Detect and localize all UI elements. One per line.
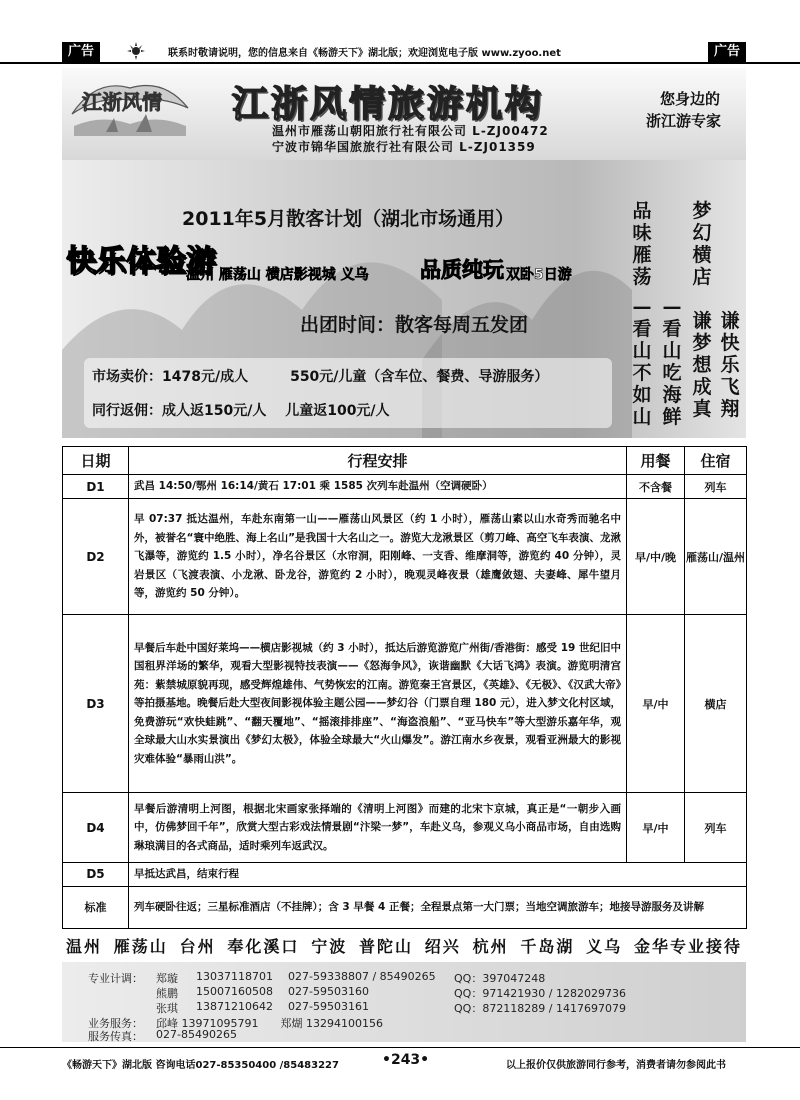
consultant-qq: QQ：971421930 / 1282029736	[454, 987, 626, 1000]
departure-time: 出团时间：散客每周五发团	[300, 314, 529, 336]
agency-name: 江浙风情旅游机构	[232, 84, 545, 125]
plan-cell: 武昌 14:50/鄂州 16:14/黄石 17:01 乘 1585 次列车赴温州（空调硬卧）	[129, 475, 627, 499]
city-item: 普陀山	[358, 936, 413, 956]
route-text: 温州 雁荡山 横店影视城 义乌	[186, 267, 369, 283]
consultant-name: 郑璇	[156, 972, 178, 985]
consultant-mobile: 13037118701	[196, 970, 273, 983]
stay-cell: 雁荡山/温州	[685, 499, 747, 615]
consultant-phone: 027-59338807 / 85490265	[288, 970, 436, 983]
city-item: 绍兴	[424, 936, 461, 956]
fax-number: 027-85490265	[156, 1028, 237, 1041]
plan-title: 2011年5月散客计划（湖北市场通用）	[182, 208, 515, 230]
table-header-row	[63, 447, 747, 475]
table-row	[63, 475, 747, 499]
cities-strip	[62, 930, 746, 960]
consult-label: 专业计调：	[88, 972, 143, 985]
consultant-name: 熊鹏	[156, 987, 178, 1000]
consultant-mobile: 15007160508	[196, 985, 273, 998]
verse-column: 谦快乐飞翔	[720, 310, 740, 420]
meals-cell: 不含餐	[627, 475, 685, 499]
table-row	[63, 615, 747, 793]
ad-notice: 联系时敬请说明，您的信息来自《畅游天下》湖北版；欢迎浏览电子版 www.zyoo.net	[168, 48, 561, 59]
city-item: 义乌	[586, 936, 623, 956]
city-item: 台州	[179, 936, 216, 956]
verse-column: 梦幻横店	[692, 200, 712, 288]
table-row	[63, 863, 747, 887]
meals-cell: 早/中/晚	[627, 499, 685, 615]
company-line: 宁波市锦华国旅旅行社有限公司 L-ZJ01359	[272, 140, 536, 154]
footer-left: 《畅游天下》湖北版 咨询电话027-85350400 /85483227	[62, 1060, 339, 1071]
day-cell: D2	[63, 499, 129, 615]
plan-cell: 列车硬卧往返；三星标准酒店（不挂牌）；含 3 早餐 4 正餐；全程景点第一大门票；当地空调旅游车；地接导游服务及讲解	[129, 886, 747, 928]
days-text: 双卧5日游	[506, 267, 572, 283]
table-row	[63, 499, 747, 615]
stay-cell: 列车	[685, 475, 747, 499]
table-row	[63, 793, 747, 863]
market-price: 市场卖价：1478元/成人 550元/儿童（含车位、餐费、导游服务）	[92, 369, 549, 385]
day-cell: D4	[63, 793, 129, 863]
header-stay: 住宿	[685, 447, 747, 475]
service-label: 业务服务：	[88, 1017, 143, 1030]
ad-tag-right: 广告	[708, 42, 746, 62]
bottom-divider	[0, 1047, 800, 1048]
consultant-mobile: 13871210642	[196, 1000, 273, 1013]
header-day: 日期	[63, 447, 129, 475]
city-item: 杭州	[472, 936, 509, 956]
consultant-name: 张琪	[156, 1002, 178, 1015]
day-cell: D5	[63, 863, 129, 887]
top-divider	[0, 62, 800, 64]
verse-column: 谦梦想成真	[692, 310, 712, 420]
page-number: •243•	[382, 1052, 430, 1068]
footer-right: 以上报价仅供旅游同行参考，消费者请勿参阅此书	[506, 1060, 726, 1071]
fax-label: 服务传真：	[88, 1030, 143, 1043]
itinerary-table	[62, 446, 747, 929]
service-contacts: 邱峰 13971095791 郑煳 13294100156	[156, 1017, 383, 1030]
table-row	[63, 886, 747, 928]
verse-column: —看山不如山	[632, 296, 652, 428]
plan-cell: 早 07:37 抵达温州，车赴东南第一山——雁荡山风景区（约 1 小时），雁荡山素以山水奇秀而驰名中外，被誉名“寰中绝胜、海上名山”是我国十大名山之一。游览大龙湫景区（剪刀峰、高空飞车表演、龙湫飞瀑等，游览约 1.5 小时），净名谷景区（水帘洞，阳刚峰、一支香、维摩洞等，游览约 40 分钟），灵岩景区（飞渡表演、小龙湫、卧龙谷，游览约 2 小时），晚观灵峰夜景（雄鹰敛翅、夫妻峰、犀牛望月等，游览约 50 分钟）。	[129, 499, 627, 615]
quality-text: 品质纯玩	[420, 258, 504, 282]
consultant-qq: QQ：397047248	[454, 972, 546, 985]
happy-tour-title: 快乐体验游	[66, 244, 216, 279]
agency-logo-text: 江浙风情	[82, 90, 162, 114]
plan-cell: 早餐后游清明上河图，根据北宋画家张择端的《清明上河图》而建的北宋卞京城，真正是“一朝步入画中，仿佛梦回千年”，欣赏大型古彩戏法情景剧“汴梁一梦”，车赴义乌，参观义乌小商品市场，自由选购琳琅满目的各式商品，适时乘列车返武汉。	[129, 793, 627, 863]
slogan-line: 浙江游专家	[646, 112, 722, 130]
day-cell: D3	[63, 615, 129, 793]
consultant-phone: 027-59503161	[288, 1000, 369, 1013]
city-item: 温州	[66, 936, 103, 956]
plan-cell: 早抵达武昌，结束行程	[129, 863, 747, 887]
plan-cell: 早餐后车赴中国好莱坞——横店影视城（约 3 小时），抵达后游览游览广州街/香港街：感受 19 世纪旧中国租界洋场的繁华，观看大型影视特技表演——《怒海争风》，诙谐幽默《大话飞鸿》表演。游览明清宫苑：紫禁城原貌再现，感受辉煌雄伟、气势恢宏的江南。游览秦王宫景区，《英雄》、《无极》、《汉武大帝》等拍摄基地。晚餐后赴大型夜间影视体验主题公园——梦幻谷（门票自理 180 元），进入梦文化村区域，免费游玩“欢快蛙跳”、“翻天覆地”、“摇滚排排座”、“海盗浪船”、“亚马快车”等大型游乐嘉年华，观全球最大山水实景演出《梦幻太极》，体验全球最大“火山爆发”。游江南水乡夜景，观看亚洲最大的影视灾难体验“暴雨山洪”。	[129, 615, 627, 793]
company-line: 温州市雁荡山朝阳旅行社有限公司 L-ZJ00472	[272, 124, 549, 138]
verse-column: —看山吃海鲜	[662, 296, 682, 428]
city-item: 宁波	[311, 936, 348, 956]
ad-tag-left: 广告	[62, 42, 100, 62]
consultant-phone: 027-59503160	[288, 985, 369, 998]
header-plan: 行程安排	[129, 447, 627, 475]
stay-cell: 横店	[685, 615, 747, 793]
city-item: 奉化溪口	[227, 936, 300, 956]
meals-cell: 早/中	[627, 615, 685, 793]
city-item: 千岛湖	[520, 936, 575, 956]
day-cell: 标准	[63, 886, 129, 928]
consultant-qq: QQ：872118289 / 1417697079	[454, 1002, 626, 1015]
city-item: 雁荡山	[113, 936, 168, 956]
stay-cell: 列车	[685, 793, 747, 863]
city-item: 金华专业接待	[633, 936, 742, 956]
slogan-line: 您身边的	[660, 90, 721, 108]
publisher-logo-icon	[116, 40, 156, 62]
day-cell: D1	[63, 475, 129, 499]
meals-cell: 早/中	[627, 793, 685, 863]
agent-commission: 同行返佣：成人返150元/人 儿童返100元/人	[92, 403, 390, 419]
header-meals: 用餐	[627, 447, 685, 475]
verse-column: 品味雁荡	[632, 200, 652, 288]
